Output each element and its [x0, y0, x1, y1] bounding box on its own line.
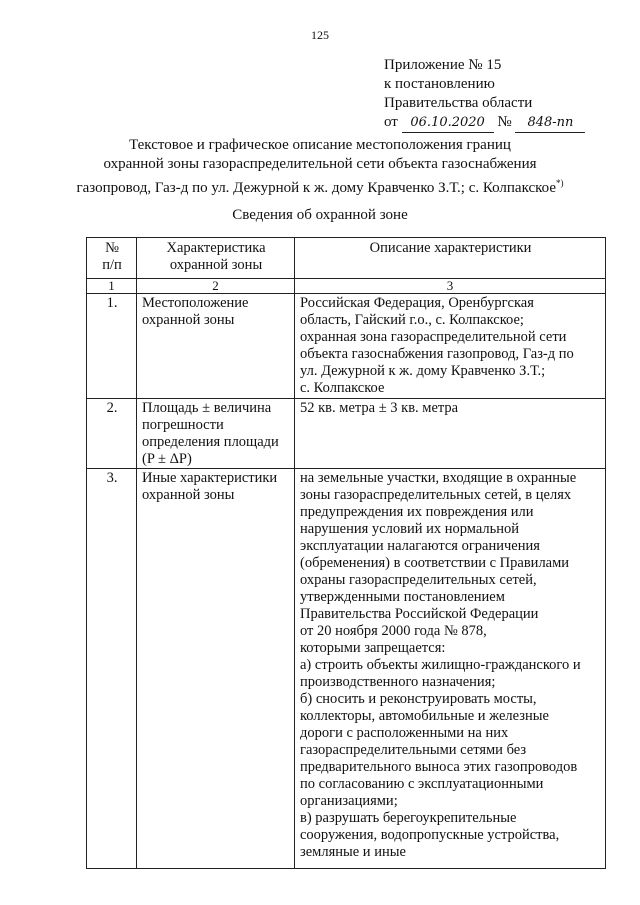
row-description: 52 кв. метра ± 3 кв. метра: [295, 399, 606, 469]
row-characteristic: Местоположение охранной зоны: [137, 294, 295, 399]
appendix-from-label: от: [384, 114, 398, 130]
appendix-number-label: №: [497, 114, 512, 130]
appendix-date-line: [384, 113, 624, 133]
header-description: Описание характеристики: [295, 238, 606, 279]
table-row: [87, 294, 606, 399]
title-line-1: Текстовое и графическое описание местоположения границ: [129, 137, 511, 153]
appendix-line-1: Приложение № 15: [384, 57, 502, 73]
title-line-3-text: газопровод, Газ-д по ул. Дежурной к ж. дому Кравченко З.Т.; с. Колпакское: [76, 180, 557, 196]
handwritten-number: 848-пп: [515, 113, 585, 133]
section-title: Сведения об охранной зоне: [232, 207, 408, 223]
appendix-line-2: к постановлению: [384, 76, 495, 92]
document-title: [40, 136, 600, 198]
header-number: № п/п: [87, 238, 137, 279]
row-characteristic: Иные характеристики охранной зоны: [137, 469, 295, 869]
row-description: Российская Федерация, Оренбургская область, Гайский г.о., с. Колпакское; охранная зона газораспределительной сети объекта газоснабжения газопровод, Газ-д по ул. Дежурной к ж. дому Кравченко З.Т.; с. Колпакское: [295, 294, 606, 399]
title-line-2: охранной зоны газораспределительной сети объекта газоснабжения: [103, 156, 537, 172]
table-column-numbers-row: [87, 279, 606, 294]
row-description: на земельные участки, входящие в охранные зоны газораспределительных сетей, в целях предупреждения их повреждения или нарушения условий их нормальной эксплуатации налагаются ограничения (обременения) в соответствии с Правилами охраны газораспределительных сетей, утвержденными постановлением Правительства Российской Федерации от 20 ноября 2000 года № 878, которыми запрещается: а) строить объекты жилищно-гражданского и производственного назначения; б) сносить и реконструировать мосты, коллекторы, автомобильные и железные дороги с расположенными на них газораспределительными сетями без предварительного выноса этих газопроводов по согласованию с эксплуатационными организациями; в) разрушать берегоукрепительные сооружения, водопропускные устройства, земляные и иные: [295, 469, 606, 869]
footnote-mark: *): [556, 178, 564, 188]
row-number: 3.: [87, 469, 137, 869]
appendix-block: [384, 56, 624, 133]
header-characteristic: Характеристика охранной зоны: [137, 238, 295, 279]
row-number: 1.: [87, 294, 137, 399]
column-number-3: 3: [295, 279, 606, 294]
table-header-row: [87, 238, 606, 279]
table-row: [87, 469, 606, 869]
title-line-3: [40, 174, 600, 198]
row-characteristic: Площадь ± величина погрешности определения площади (P ± ΔP): [137, 399, 295, 469]
column-number-2: 2: [137, 279, 295, 294]
table-row: [87, 399, 606, 469]
row-number: 2.: [87, 399, 137, 469]
handwritten-date: 06.10.2020: [402, 113, 494, 133]
page-number: 125: [311, 28, 329, 42]
column-number-1: 1: [87, 279, 137, 294]
appendix-line-3: Правительства области: [384, 95, 533, 111]
zone-info-table: [86, 237, 606, 869]
